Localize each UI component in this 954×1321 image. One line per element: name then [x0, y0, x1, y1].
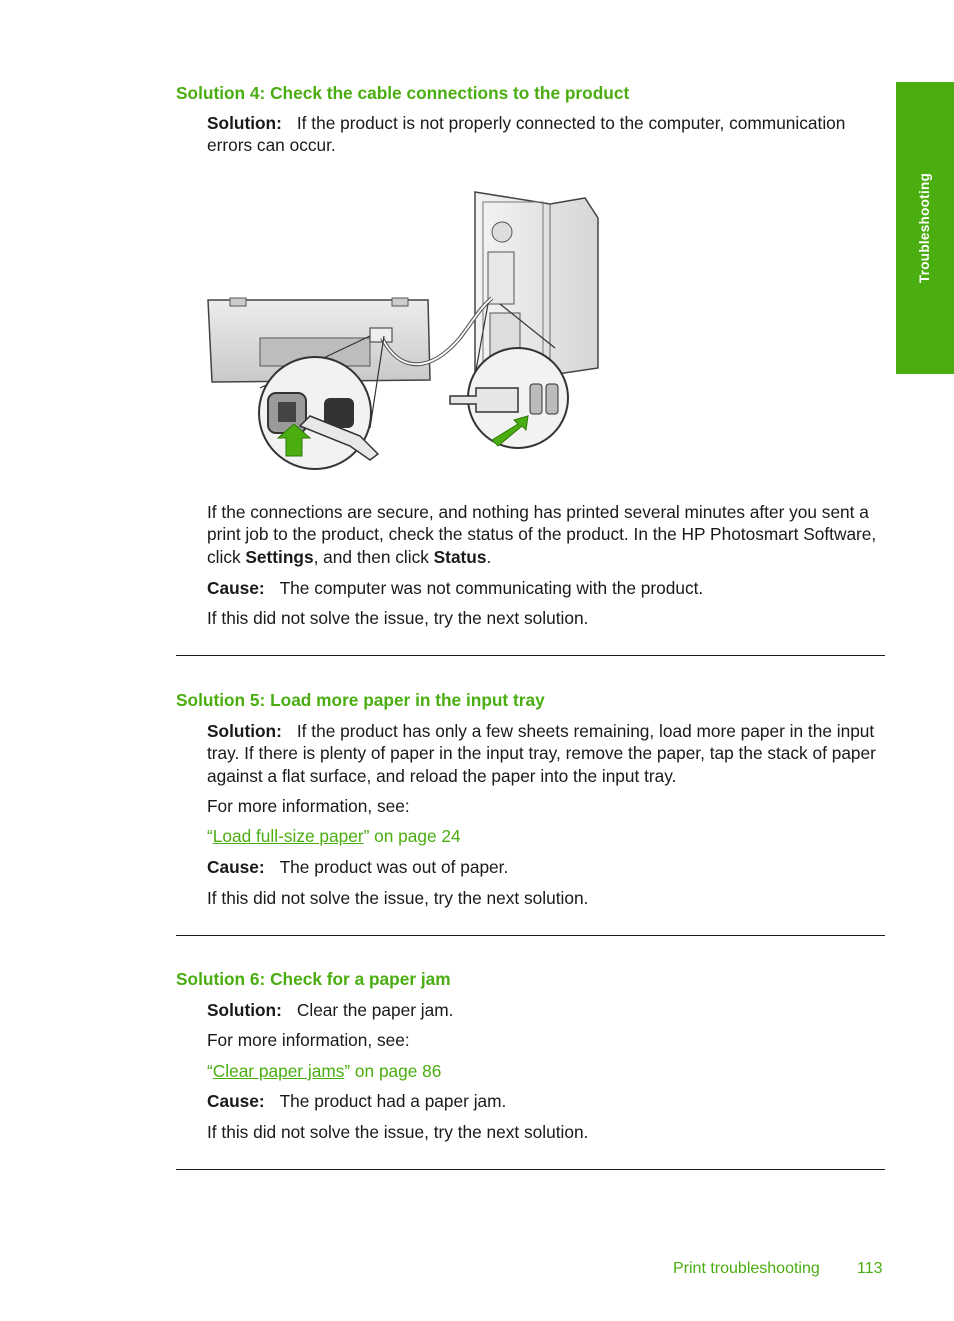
solution-body: If the product has only a few sheets remaining, load more paper in the input tray. If there is plenty of paper in the input tray, remove the paper, tap the stack of paper against a flat surface, and reload the paper into the input tray. [207, 721, 876, 786]
solution-4-text [207, 112, 887, 157]
solution-label: Solution: [207, 721, 282, 741]
link-page-ref: ” on page 86 [344, 1061, 442, 1081]
cause-label: Cause: [207, 857, 265, 877]
solution-5-heading: Solution 5: Load more paper in the input tray [176, 690, 545, 710]
solution-6-more-info: For more information, see: [207, 1030, 410, 1050]
cause-body: The product had a paper jam. [279, 1091, 507, 1111]
clear-jams-link[interactable] [207, 1060, 887, 1082]
cause-body: The computer was not communicating with the product. [279, 578, 704, 598]
paragraph-text: , and then click [313, 546, 434, 567]
solution-6-cause [207, 1090, 887, 1112]
paragraph-text: . [486, 546, 492, 567]
cause-label: Cause: [207, 578, 265, 598]
solution-5-next: If this did not solve the issue, try the next solution. [207, 888, 589, 908]
solution-5-more-info: For more information, see: [207, 796, 410, 816]
link-text[interactable]: Clear paper jams [212, 1061, 345, 1081]
solution-4-cause [207, 577, 887, 599]
solution-4-status-paragraph [207, 501, 887, 568]
side-tab [896, 82, 954, 374]
solution-4-next: If this did not solve the issue, try the next solution. [207, 608, 589, 628]
solution-label: Solution: [207, 1000, 282, 1020]
section-divider [176, 655, 885, 656]
solution-label: Solution: [207, 113, 282, 133]
link-text[interactable]: Load full-size paper [212, 826, 364, 846]
paragraph-text: If the connections are secure, and nothing has printed several minutes after you sent a print job to the product, check the status of the product. In the HP Photosmart Software, click [207, 502, 877, 567]
link-quote: “ [207, 826, 213, 846]
computer-tower [475, 192, 598, 378]
solution-5-cause [207, 856, 887, 878]
solution-body: If the product is not properly connected to the computer, communication errors can occur. [207, 113, 846, 156]
link-quote: “ [207, 1061, 213, 1081]
solution-6-text [207, 999, 887, 1021]
side-tab-label: Troubleshooting [916, 172, 932, 284]
cause-label: Cause: [207, 1091, 265, 1111]
section-divider [176, 1169, 885, 1170]
solution-6-next: If this did not solve the issue, try the next solution. [207, 1122, 589, 1142]
settings-term: Settings [245, 546, 314, 567]
solution-5-text [207, 720, 887, 787]
load-paper-link[interactable] [207, 825, 887, 847]
cable-connection-illustration [200, 188, 610, 473]
cause-body: The product was out of paper. [279, 857, 509, 877]
page-number: 113 [857, 1260, 883, 1277]
section-divider [176, 935, 885, 936]
link-page-ref: ” on page 24 [363, 826, 461, 846]
status-term: Status [433, 546, 487, 567]
solution-6-heading: Solution 6: Check for a paper jam [176, 969, 451, 989]
solution-4-heading: Solution 4: Check the cable connections to the product [176, 83, 630, 103]
footer-section-title: Print troubleshooting [673, 1260, 820, 1277]
solution-body: Clear the paper jam. [296, 1000, 454, 1020]
